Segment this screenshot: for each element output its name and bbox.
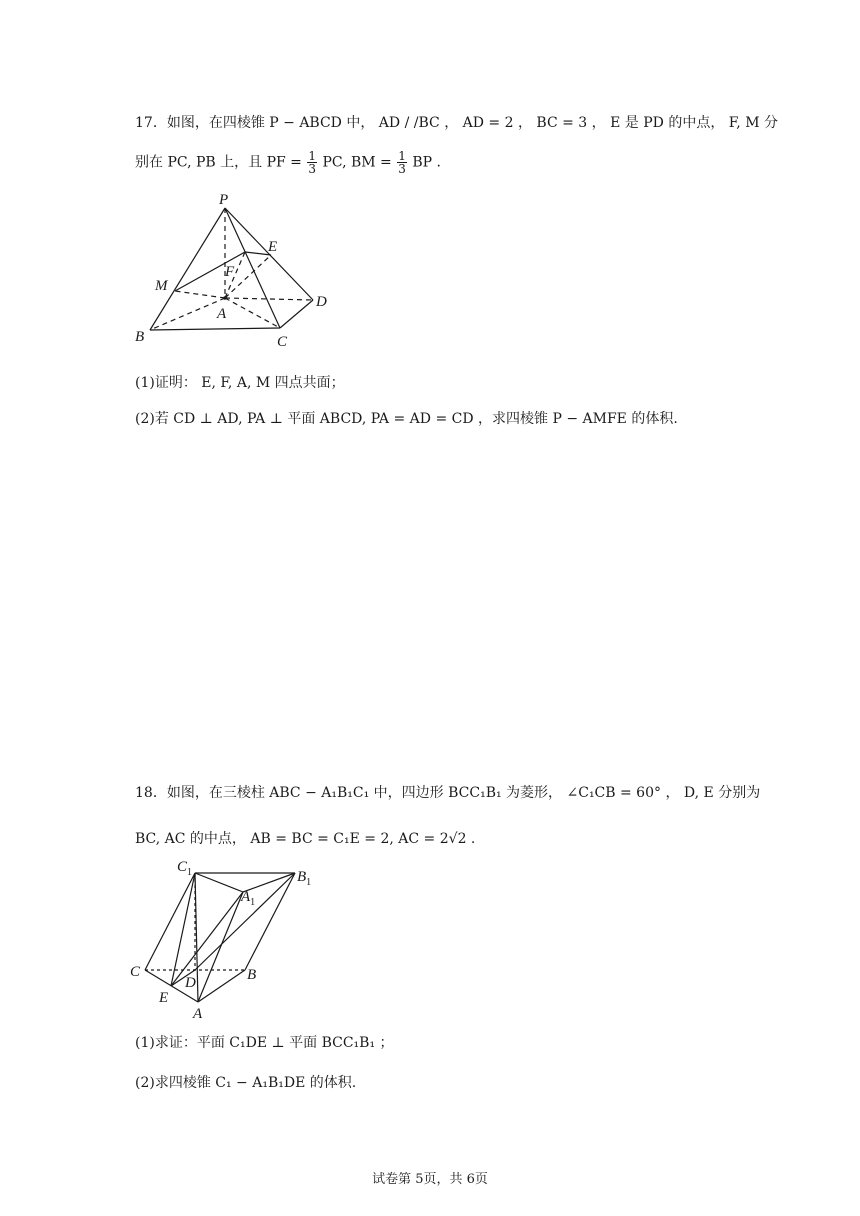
edge-AC — [225, 298, 280, 328]
label-C: C — [130, 964, 141, 980]
edge-C1A1 — [195, 873, 243, 892]
q17-line2-mid: PC, BM = — [322, 154, 392, 171]
edge-B1D — [195, 873, 295, 970]
edge-C1C — [145, 873, 195, 970]
label-D: D — [185, 975, 196, 991]
label-M: M — [155, 278, 168, 294]
edge-AB — [150, 298, 225, 330]
edge-CD — [280, 300, 313, 328]
q18-line2: BC, AC 的中点， AB = BC = C₁E = 2, AC = 2√2 . — [135, 831, 476, 847]
label-B: B — [247, 967, 257, 983]
edge-A1A — [198, 892, 243, 1002]
edge-A1E — [171, 892, 243, 986]
label-D: D — [316, 294, 327, 310]
q17-part1: (1)证明： E, F, A, M 四点共面； — [135, 375, 345, 391]
label-B: B — [135, 329, 145, 345]
q17-line2 — [135, 150, 441, 175]
q17-line1: 17．如图，在四棱锥 P − ABCD 中， AD / /BC ， AD = 2 ， BC = 3 ， E 是 PD 的中点， F, M 分 — [135, 115, 778, 131]
q17-part2: (2)若 CD ⊥ AD, PA ⊥ 平面 ABCD, PA = AD = CD ，求四棱锥 P − AMFE 的体积. — [135, 411, 678, 427]
label-A: A — [193, 1006, 203, 1022]
edge-AM — [175, 291, 225, 298]
label-A1: $A_1$ — [241, 889, 256, 908]
point-A — [223, 296, 227, 300]
label-E: E — [268, 239, 278, 255]
label-P: P — [219, 192, 229, 208]
figure-18-prism — [125, 855, 325, 1025]
figure-17-pyramid — [125, 190, 345, 350]
label-C: C — [277, 334, 288, 350]
label-A: A — [217, 306, 227, 322]
q17-frac-1: $\frac{1}{3}$ — [308, 149, 316, 176]
q17-line2-end: BP . — [412, 154, 441, 171]
q17-frac-2: $\frac{1}{3}$ — [398, 149, 406, 176]
q17-line2-pre: 别在 PC, PB 上，且 PF = — [135, 154, 302, 171]
label-E: E — [159, 990, 169, 1006]
label-B1: $B_1$ — [297, 869, 312, 888]
q18-part2: (2)求四棱锥 C₁ − A₁B₁DE 的体积. — [135, 1075, 357, 1091]
q18-line1: 18．如图，在三棱柱 ABC − A₁B₁C₁ 中，四边形 BCC₁B₁ 为菱形， ∠C₁CB = 60° ， D, E 分别为 — [135, 785, 761, 801]
label-C1: $C_1$ — [177, 859, 193, 878]
edge-AD — [225, 298, 313, 300]
page-footer: 试卷第 5页，共 6页 — [372, 1172, 488, 1187]
edge-B1B — [245, 873, 295, 970]
edge-C1E — [171, 873, 195, 986]
label-F: F — [225, 264, 235, 280]
edge-BC — [150, 328, 280, 330]
q18-part1: (1)求证：平面 C₁DE ⊥ 平面 BCC₁B₁ ； — [135, 1035, 394, 1051]
